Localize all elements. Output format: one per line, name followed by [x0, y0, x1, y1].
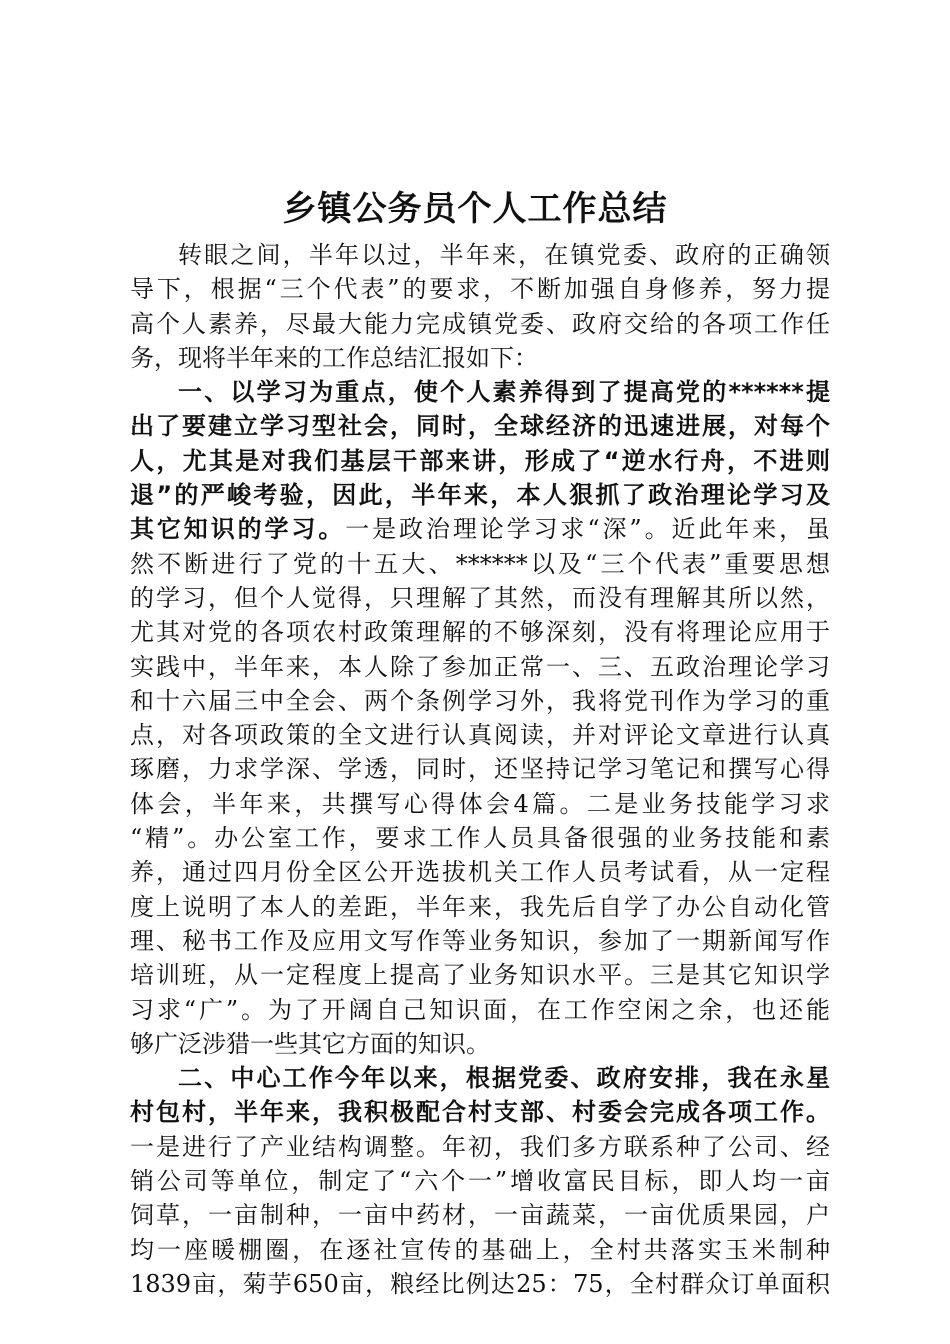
- section-heading-line: 村包村，半年来，我积极配合村支部、村委会完成各项工作。: [130, 1098, 830, 1127]
- text-segment: 一是政治理论学习求“深”。近此年来，虽: [345, 515, 830, 544]
- text-line: 导下，根据“三个代表”的要求，不断加强自身修养，努力提: [130, 275, 830, 304]
- text-line: 饲草，一亩制种，一亩中药材，一亩蔬菜，一亩优质果园，户: [130, 1201, 830, 1230]
- text-line: 高个人素养，尽最大能力完成镇党委、政府交给的各项工作任: [130, 309, 830, 338]
- text-line: 一是进行了产业结构调整。年初，我们多方联系种了公司、经: [130, 1132, 830, 1161]
- document-title: 乡镇公务员个人工作总结: [282, 189, 668, 229]
- text-line: “精”。办公室工作，要求工作人员具备很强的业务技能和素: [130, 824, 830, 853]
- text-line: 均一座暖棚圈，在逐社宣传的基础上，全村共落实玉米制种: [130, 1235, 830, 1264]
- section-heading-tail: 其它知识的学习。: [130, 515, 346, 544]
- text-line: 和十六届三中全会、两个条例学习外，我将党刊作为学习的重: [130, 686, 830, 715]
- text-line: 实践中，半年来，本人除了参加正常一、三、五政治理论学习: [130, 652, 830, 681]
- text-line: 习求“广”。为了开阔自己知识面，在工作空闲之余，也还能: [130, 995, 830, 1024]
- text-line: 尤其对党的各项农村政策理解的不够深刻，没有将理论应用于: [130, 618, 830, 647]
- text-line: 体会，半年来，共撰写心得体会4篇。二是业务技能学习求: [130, 789, 830, 818]
- text-line: 度上说明了本人的差距，半年来，我先后自学了办公自动化管: [130, 892, 830, 921]
- section-heading-line: 退”的严峻考验，因此，半年来，本人狠抓了政治理论学习及: [130, 481, 830, 510]
- text-line: 转眼之间，半年以过，半年来，在镇党委、政府的正确领: [178, 241, 830, 269]
- text-line: 销公司等单位，制定了“六个一”增收富民目标，即人均一亩: [130, 1167, 830, 1196]
- text-line: 理、秘书工作及应用文写作等业务知识，参加了一期新闻写作: [130, 926, 830, 955]
- text-line: 琢磨，力求学深、学透，同时，还坚持记学习笔记和撰写心得: [130, 755, 830, 784]
- text-line: 务，现将半年来的工作总结汇报如下：: [130, 343, 538, 372]
- text-line: 养，通过四月份全区公开选拔机关工作人员考试看，从一定程: [130, 858, 830, 887]
- text-line: 够广泛涉猎一些其它方面的知识。: [130, 1029, 490, 1058]
- text-line: [130, 512, 830, 546]
- text-line: 的学习，但个人觉得，只理解了其然，而没有理解其所以然，: [130, 583, 830, 612]
- section-heading-line: 一、以学习为重点，使个人素养得到了提高党的******提: [178, 378, 830, 407]
- section-heading-line: 人，尤其是对我们基层干部来讲，形成了“逆水行舟，不进则: [130, 446, 830, 475]
- document-body: [130, 238, 830, 1301]
- text-line: 培训班，从一定程度上提高了业务知识水平。三是其它知识学: [130, 961, 830, 990]
- text-line: 1839亩，菊芋650亩，粮经比例达25：75，全村群众订单面积: [130, 1269, 830, 1298]
- text-line: 点，对各项政策的全文进行认真阅读，并对评论文章进行认真: [130, 721, 830, 750]
- section-heading-line: 出了要建立学习型社会，同时，全球经济的迅速进展，对每个: [130, 412, 830, 441]
- text-line: 然不断进行了党的十五大、******以及“三个代表”重要思想: [130, 549, 830, 578]
- section-heading-line: 二、中心工作今年以来，根据党委、政府安排，我在永星: [178, 1064, 830, 1093]
